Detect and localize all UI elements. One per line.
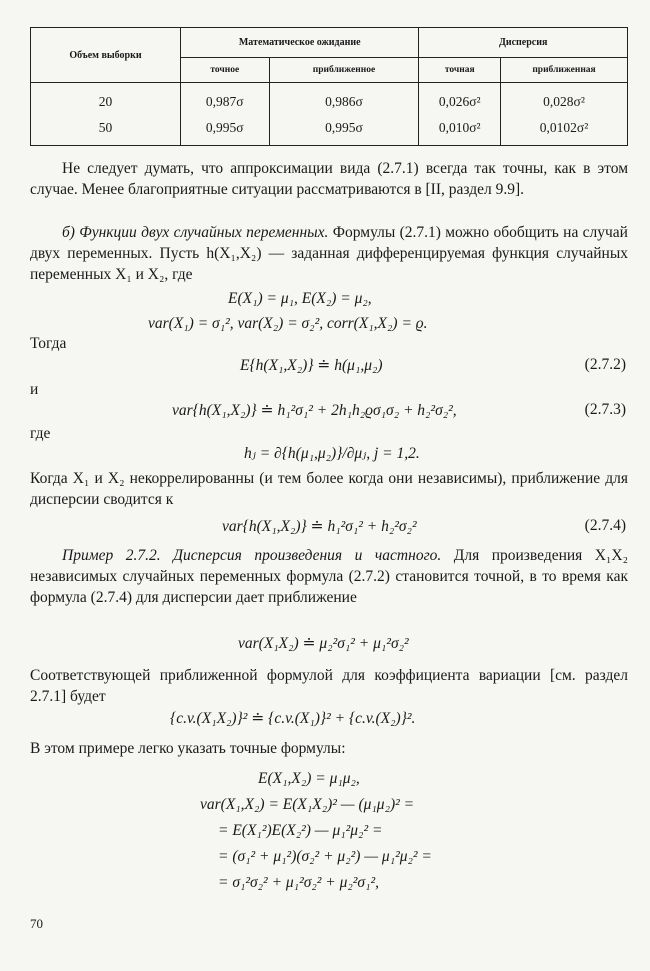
example-heading: Пример 2.7.2. Дисперсия произведения и частного. (62, 547, 442, 564)
formula-2-7-2: E{h(X₁,X₂)} ≐ h(μ₁,μ₂) (240, 357, 383, 374)
formula-means: E(X₁) = μ₁, E(X₂) = μ₂, (228, 290, 372, 307)
paragraph-two-variables (30, 222, 628, 285)
header-var-approx: приближенная (501, 58, 628, 83)
page-number: 70 (30, 916, 43, 931)
table-row (31, 83, 628, 116)
section-heading: б) Функции двух случайных переменных. (62, 224, 329, 241)
cell-var-exact: 0,010σ² (419, 115, 501, 146)
paragraph-text: Для произведения X₁X₂ независимых случайных переменных формула (2.7.2) становится точной, в то время как формула (2.7.4) для дисперсии дает приближение (30, 547, 629, 606)
cell-var-approx: 0,028σ² (501, 83, 628, 116)
table-row (31, 115, 628, 146)
formula-product-variance: var(X₁X₂) ≐ μ₂²σ₁² + μ₁²σ₂² (238, 635, 409, 652)
paragraph-exact-formulas: В этом примере легко указать точные формулы: (30, 740, 346, 757)
cell-mean-exact: 0,987σ (181, 83, 270, 116)
header-sample-size: Объем выборки (31, 28, 181, 83)
paragraph-uncorrelated: Когда X₁ и X₂ некоррелированны (и тем более когда они независимы), приближение для дисперсии сводится к (30, 470, 628, 508)
cell-n: 50 (31, 115, 181, 146)
paragraph-coefficient-variation: Соответствующей приближенной формулой для коэффициента вариации [см. раздел 2.7.1] будет (30, 667, 628, 705)
formula-2-7-3: var{h(X₁,X₂)} ≐ h₁²σ₁² + 2h₁h₂ϱσ₁σ₂ + h₂²σ₂², (172, 402, 457, 419)
formula-coefficient-variation: {c.v.(X₁X₂)}² ≐ {c.v.(X₁)}² + {c.v.(X₂)}². (170, 710, 416, 727)
equation-number-2-7-2: (2.7.2) (584, 356, 626, 373)
cell-var-approx: 0,0102σ² (501, 115, 628, 146)
cell-mean-approx: 0,995σ (269, 115, 419, 146)
paragraph-text: Формулы (2.7.1) можно обобщить на случай двух переменных. Пусть h(X₁,X₂) — заданная дифференцируемая функция случайных переменных X₁ и X₂, где (30, 224, 628, 283)
formula-variances: var(X₁) = σ₁², var(X₂) = σ₂², corr(X₁,X₂) = ϱ. (148, 315, 428, 332)
formula-exact-1: E(X₁,X₂) = μ₁μ₂, (258, 770, 360, 787)
header-mean-approx: приближенное (269, 58, 419, 83)
formula-2-7-4: var{h(X₁,X₂)} ≐ h₁²σ₁² + h₂²σ₂² (222, 518, 417, 535)
formula-exact-5: = σ₁²σ₂² + μ₁²σ₂² + μ₂²σ₁², (218, 874, 379, 891)
paragraph-example (30, 545, 628, 608)
cell-n: 20 (31, 83, 181, 116)
cell-mean-approx: 0,986σ (269, 83, 419, 116)
cell-var-exact: 0,026σ² (419, 83, 501, 116)
formula-exact-2: var(X₁,X₂) = E(X₁X₂)² — (μ₁μ₂)² = (200, 796, 415, 813)
formula-partial-derivatives: hⱼ = ∂{h(μ₁,μ₂)}/∂μⱼ, j = 1,2. (244, 445, 420, 462)
word-gde: где (30, 425, 51, 442)
header-variance: Дисперсия (419, 28, 628, 58)
equation-number-2-7-4: (2.7.4) (584, 517, 626, 534)
header-var-exact: точная (419, 58, 501, 83)
header-mean-exact: точное (181, 58, 270, 83)
word-togda: Тогда (30, 335, 67, 352)
equation-number-2-7-3: (2.7.3) (584, 401, 626, 418)
paragraph-approx-note: Не следует думать, что аппроксимации вида (2.7.1) всегда так точны, как в этом случае. Менее благоприятные ситуации рассматриваются в [II, раздел 9.9]. (30, 160, 628, 198)
formula-exact-3: = E(X₁²)E(X₂²) — μ₁²μ₂² = (218, 822, 383, 839)
word-i: и (30, 381, 39, 398)
cell-mean-exact: 0,995σ (181, 115, 270, 146)
header-mean: Математическое ожидание (181, 28, 419, 58)
results-table (30, 27, 628, 146)
formula-exact-4: = (σ₁² + μ₁²)(σ₂² + μ₂²) — μ₁²μ₂² = (218, 848, 432, 865)
